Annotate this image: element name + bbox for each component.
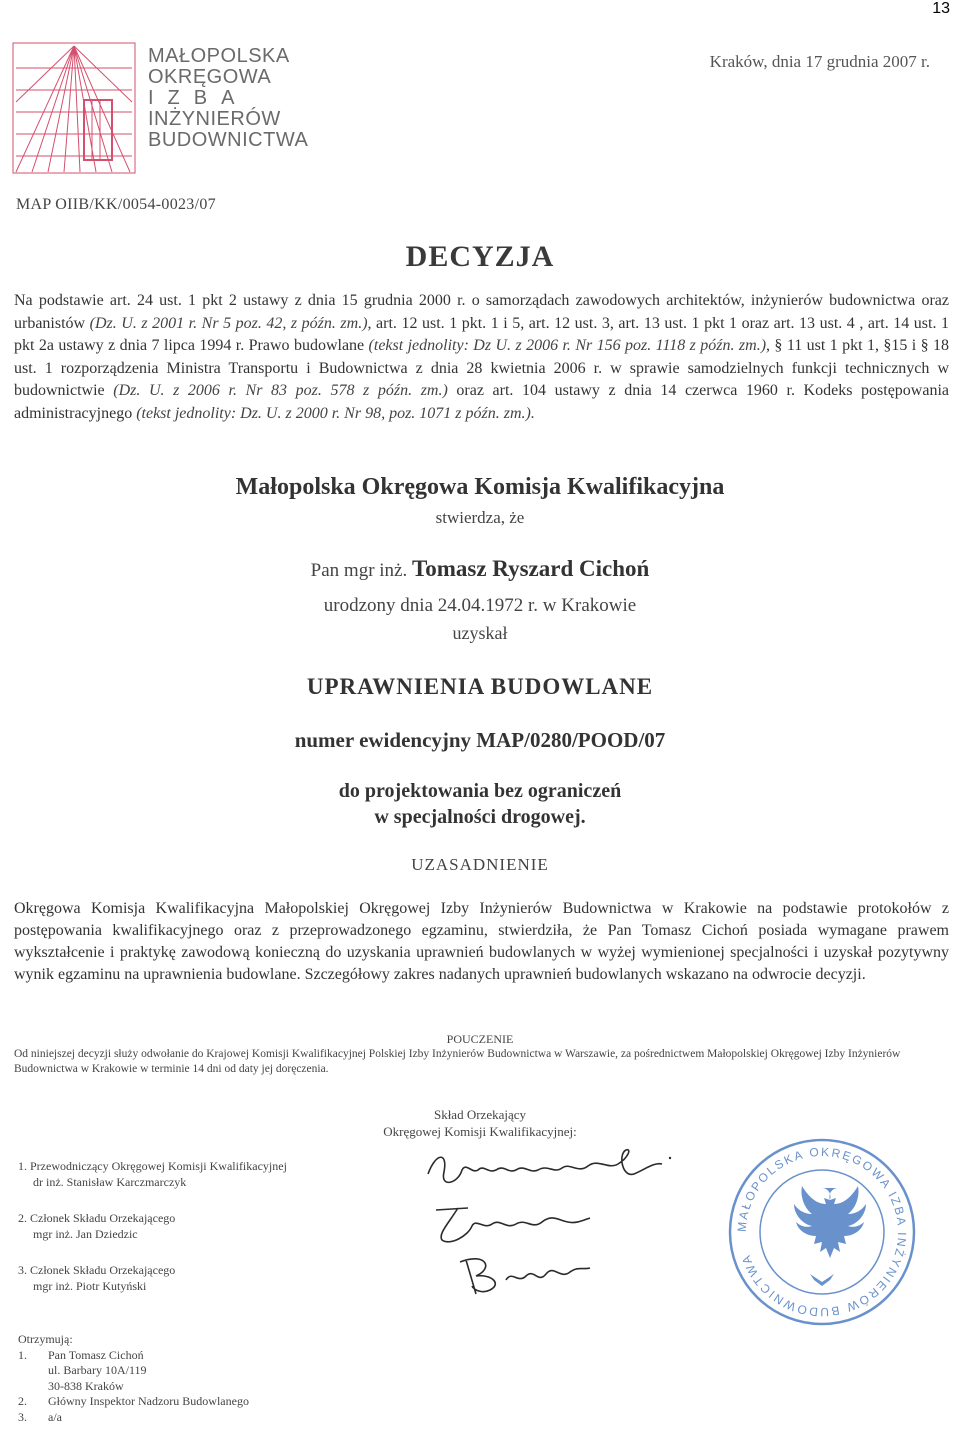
legal-text: oraz art. 104 ustawy z dnia 14 czerwca 1960 r. Kodeks postępowania administracyjnego (14, 382, 950, 422)
seal-ring-text: MAŁOPOLSKA OKRĘGOWA IZBA INŻYNIERÓW BUDOWNICTWA (734, 1144, 910, 1320)
birth-info: urodzony dnia 24.04.1972 r. w Krakowie (323, 595, 637, 616)
org-line: BUDOWNICTWA (148, 129, 309, 151)
recipient-line: Pan Tomasz Cichoń (48, 1347, 144, 1362)
member-role: 2. Członek Składu Orzekającego (18, 1211, 176, 1225)
recipient-item (18, 1394, 249, 1410)
registry-number: numer ewidencyjny MAP/0280/POOD/07 (294, 728, 666, 752)
document-title: DECYZJA (405, 240, 555, 273)
instruction-text: Od niniejszej decyzji służy odwołanie do Krajowej Komisji Kwalifikacyjnej Polskiej Izby Inżynierów Budownictwa w Warszawie, za pośrednictwem Małopolskiej Okręgowej Izby Inżynierów Budownictwa w Krakowie w terminie 14 dni od daty jej doręczenia. (14, 1048, 901, 1075)
eagle-emblem (794, 1186, 866, 1286)
chamber-logo (12, 42, 136, 174)
person-name: Tomasz Ryszard Cichoń (412, 556, 650, 581)
place-date: Kraków, dnia 17 grudnia 2007 r. (709, 52, 930, 71)
panel-member (18, 1262, 287, 1294)
signature-member-3 (446, 1250, 596, 1300)
official-seal (726, 1136, 918, 1328)
recipients-heading: Otrzymują: (18, 1332, 73, 1346)
legal-text: , art. 12 ust. 1 pkt. 1 i 5, art. 12 ust. 3, art. 13 ust. 1 pkt 1 oraz art. 13 ust. 4 , art. 14 ust. 1 pkt 2a ustawy z dnia 7 lipca 1994 r. Prawo budowlane (14, 314, 949, 354)
person-line (0, 556, 960, 582)
panel-line: Okręgowej Komisji Kwalifikacyjnej: (383, 1124, 577, 1139)
panel-heading (0, 1106, 960, 1140)
obtained-text: uzyskał (452, 623, 508, 643)
panel-members (18, 1158, 287, 1314)
page-number: 13 (932, 0, 950, 17)
legal-text: Na podstawie art. 24 ust. 1 pkt 2 ustawy z dnia 15 grudnia 2000 r. o samorządach zawodowych architektów, inżynierów budownictwa oraz urbanistów (14, 292, 949, 332)
recipient-number: 3. (18, 1409, 27, 1424)
states-text: stwierdza, że (435, 508, 525, 527)
scope-line: w specjalności drogowej. (374, 806, 586, 828)
recipient-line: ul. Barbary 10A/119 (48, 1363, 147, 1377)
person-prefix: Pan mgr inż. (310, 560, 408, 581)
commission-name: Małopolska Okręgowa Komisja Kwalifikacyjna (235, 474, 725, 500)
recipient-item (18, 1348, 249, 1395)
recipient-line: a/a (48, 1409, 62, 1424)
recipient-number: 1. (18, 1347, 27, 1362)
legal-basis (14, 290, 949, 425)
org-line: INŻYNIERÓW (148, 108, 281, 130)
recipient-number: 2. (18, 1394, 27, 1408)
recipient-line: Główny Inspektor Nadzoru Budowlanego (48, 1394, 249, 1408)
member-name: dr inż. Stanisław Karczmarczyk (33, 1175, 187, 1189)
org-line: OKRĘGOWA (148, 66, 272, 88)
justification-text: Okręgowa Komisja Kwalifikacyjna Małopolskiej Okręgowej Izby Inżynierów Budownictwa w Krakowie na podstawie protokołów z postępowania kwalifikacyjnego oraz z przeprowadzonego egzaminu, stwierdziła, że Pan Tomasz Cichoń posiada wymagane prawem wykształcenie i praktykę zawodową konieczną do uzyskania uprawnień budowlanych w wyżej wymienionej specjalności i uzyskał pozytywny wynik egzaminu na uprawnienia budowlane. Szczegółowy zakres nadanych uprawnień budowlanych wskazano na odwrocie decyzji. (14, 900, 949, 983)
scope-line: do projektowania bez ograniczeń (338, 780, 622, 802)
legal-citation: (Dz. U. z 2001 r. Nr 5 poz. 42, z późn. zm.) (89, 314, 368, 332)
panel-member (18, 1158, 287, 1190)
member-name: mgr inż. Piotr Kutyński (33, 1279, 147, 1293)
legal-citation: (Dz. U. z 2006 r. Nr 83 poz. 578 z późn. zm.) (113, 382, 448, 399)
qualification-title: UPRAWNIENIA BUDOWLANE (306, 674, 654, 699)
reference-number: MAP OIIB/KK/0054-0023/07 (16, 196, 216, 213)
panel-member (18, 1210, 287, 1242)
org-line: MAŁOPOLSKA (148, 45, 290, 67)
member-role: 3. Członek Składu Orzekającego (18, 1263, 176, 1277)
recipient-item (18, 1410, 249, 1426)
chamber-name (148, 46, 308, 151)
justification-heading: UZASADNIENIE (411, 855, 549, 874)
signature-member-2 (428, 1200, 598, 1248)
recipient-line: 30-838 Kraków (48, 1378, 124, 1393)
legal-citation: (tekst jednolity: Dz. U. z 2000 r. Nr 98, poz. 1071 z późn. zm.). (136, 404, 535, 422)
legal-text: , § 11 ust 1 pkt 1, §15 i § 18 ust. 1 rozporządzenia Ministra Transportu i Budownictwa z dnia 28 kwietnia 2006 r. w sprawie samodzielnych funkcji technicznych w budownictwie (14, 337, 949, 399)
member-role: 1. Przewodniczący Okręgowej Komisji Kwalifikacyjnej (18, 1159, 287, 1173)
instruction-heading: POUCZENIE (446, 1032, 514, 1046)
legal-citation: (tekst jednolity: Dz U. z 2006 r. Nr 156 poz. 1118 z późn. zm.) (368, 337, 767, 354)
panel-line: Skład Orzekający (433, 1107, 527, 1122)
recipients (18, 1332, 249, 1425)
org-line: IZBA (148, 87, 249, 109)
member-name: mgr inż. Jan Dziedzic (33, 1227, 138, 1241)
signature-chairman (418, 1144, 678, 1192)
